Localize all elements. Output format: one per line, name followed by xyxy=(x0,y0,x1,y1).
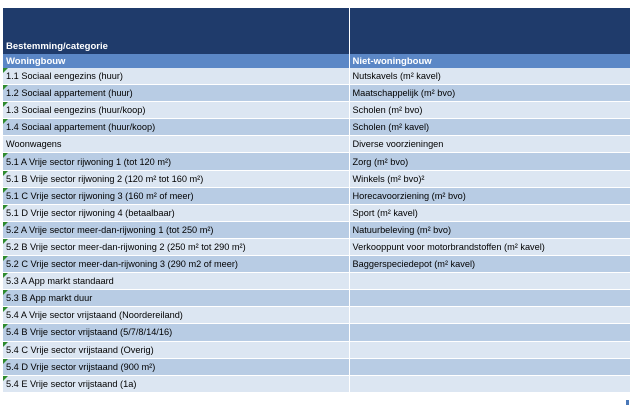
table-row xyxy=(3,358,630,375)
subheader-cell-niet-woningbouw[interactable]: Niet-woningbouw xyxy=(349,54,630,68)
subheader-row xyxy=(3,54,630,68)
woningbouw-cell[interactable]: 1.1 Sociaal eengezins (huur) xyxy=(3,68,349,85)
woningbouw-cell[interactable]: 5.1 A Vrije sector rijwoning 1 (tot 120 m²) xyxy=(3,153,349,170)
woningbouw-cell[interactable]: 1.4 Sociaal appartement (huur/koop) xyxy=(3,119,349,136)
cell-marker-icon xyxy=(3,188,8,193)
niet-woningbouw-cell[interactable]: Winkels (m² bvo)² xyxy=(349,170,630,187)
header-row xyxy=(3,8,630,54)
cell-marker-icon xyxy=(3,324,8,329)
niet-woningbouw-cell[interactable]: Nutskavels (m² kavel) xyxy=(349,68,630,85)
niet-woningbouw-cell[interactable]: Scholen (m² bvo) xyxy=(349,102,630,119)
woningbouw-cell[interactable]: 5.2 B Vrije sector meer-dan-rijwoning 2 (250 m² tot 290 m²) xyxy=(3,238,349,255)
cell-marker-icon xyxy=(3,376,8,381)
table-row xyxy=(3,102,630,119)
cell-marker-icon xyxy=(3,256,8,261)
niet-woningbouw-cell[interactable]: Diverse voorzieningen xyxy=(349,136,630,153)
table-row xyxy=(3,307,630,324)
category-table xyxy=(3,8,631,393)
cell-marker-icon xyxy=(3,119,8,124)
woningbouw-cell[interactable]: 5.3 B App markt duur xyxy=(3,290,349,307)
woningbouw-cell[interactable]: 5.1 C Vrije sector rijwoning 3 (160 m² of meer) xyxy=(3,187,349,204)
header-cell-category[interactable]: Bestemming/categorie xyxy=(3,8,349,54)
niet-woningbouw-cell[interactable]: Horecavoorziening (m² bvo) xyxy=(349,187,630,204)
niet-woningbouw-cell[interactable]: Maatschappelijk (m² bvo) xyxy=(349,85,630,102)
woningbouw-cell[interactable]: 1.2 Sociaal appartement (huur) xyxy=(3,85,349,102)
niet-woningbouw-cell[interactable]: Sport (m² kavel) xyxy=(349,204,630,221)
cell-marker-icon xyxy=(3,307,8,312)
woningbouw-cell[interactable]: 5.1 D Vrije sector rijwoning 4 (betaalbaar) xyxy=(3,204,349,221)
woningbouw-cell[interactable]: 5.2 A Vrije sector meer-dan-rijwoning 1 (tot 250 m²) xyxy=(3,221,349,238)
niet-woningbouw-cell[interactable]: Zorg (m² bvo) xyxy=(349,153,630,170)
niet-woningbouw-cell[interactable] xyxy=(349,375,630,392)
cell-marker-icon xyxy=(3,205,8,210)
subheader-cell-woningbouw[interactable]: Woningbouw xyxy=(3,54,349,68)
header-cell-empty[interactable] xyxy=(349,8,630,54)
table-row xyxy=(3,204,630,221)
cell-marker-icon xyxy=(3,102,8,107)
woningbouw-cell[interactable]: 5.4 A Vrije sector vrijstaand (Noordereiland) xyxy=(3,307,349,324)
table-row xyxy=(3,238,630,255)
cell-marker-icon xyxy=(3,222,8,227)
niet-woningbouw-cell[interactable]: Baggerspeciedepot (m² kavel) xyxy=(349,256,630,273)
cell-marker-icon xyxy=(3,153,8,158)
table-row xyxy=(3,136,630,153)
niet-woningbouw-cell[interactable]: Verkooppunt voor motorbrandstoffen (m² kavel) xyxy=(349,238,630,255)
cell-marker-icon xyxy=(3,85,8,90)
woningbouw-cell[interactable]: Woonwagens xyxy=(3,136,349,153)
table-row xyxy=(3,324,630,341)
table-row xyxy=(3,256,630,273)
table-row xyxy=(3,290,630,307)
table-row xyxy=(3,375,630,392)
table-row xyxy=(3,153,630,170)
niet-woningbouw-cell[interactable] xyxy=(349,290,630,307)
niet-woningbouw-cell[interactable] xyxy=(349,307,630,324)
woningbouw-cell[interactable]: 5.4 B Vrije sector vrijstaand (5/7/8/14/16) xyxy=(3,324,349,341)
cell-marker-icon xyxy=(3,359,8,364)
table-row xyxy=(3,68,630,85)
woningbouw-cell[interactable]: 1.3 Sociaal eengezins (huur/koop) xyxy=(3,102,349,119)
niet-woningbouw-cell[interactable] xyxy=(349,358,630,375)
cell-marker-icon xyxy=(3,171,8,176)
niet-woningbouw-cell[interactable] xyxy=(349,324,630,341)
woningbouw-cell[interactable]: 5.4 C Vrije sector vrijstaand (Overig) xyxy=(3,341,349,358)
table-row xyxy=(3,341,630,358)
niet-woningbouw-cell[interactable]: Natuurbeleving (m² bvo) xyxy=(349,221,630,238)
woningbouw-cell[interactable]: 5.2 C Vrije sector meer-dan-rijwoning 3 (290 m2 of meer) xyxy=(3,256,349,273)
cell-marker-icon xyxy=(3,290,8,295)
niet-woningbouw-cell[interactable] xyxy=(349,273,630,290)
spreadsheet-table-region xyxy=(3,8,630,393)
cell-marker-icon xyxy=(3,239,8,244)
table-row xyxy=(3,85,630,102)
cell-marker-icon xyxy=(3,273,8,278)
niet-woningbouw-cell[interactable]: Scholen (m² kavel) xyxy=(349,119,630,136)
table-row xyxy=(3,273,630,290)
cell-marker-icon xyxy=(3,68,8,73)
table-row xyxy=(3,170,630,187)
woningbouw-cell[interactable]: 5.4 E Vrije sector vrijstaand (1a) xyxy=(3,375,349,392)
woningbouw-cell[interactable]: 5.4 D Vrije sector vrijstaand (900 m²) xyxy=(3,358,349,375)
table-row xyxy=(3,221,630,238)
woningbouw-cell[interactable]: 5.3 A App markt standaard xyxy=(3,273,349,290)
table-row xyxy=(3,119,630,136)
woningbouw-cell[interactable]: 5.1 B Vrije sector rijwoning 2 (120 m² tot 160 m²) xyxy=(3,170,349,187)
resize-handle-icon xyxy=(626,400,629,405)
table-row xyxy=(3,187,630,204)
niet-woningbouw-cell[interactable] xyxy=(349,341,630,358)
cell-marker-icon xyxy=(3,342,8,347)
